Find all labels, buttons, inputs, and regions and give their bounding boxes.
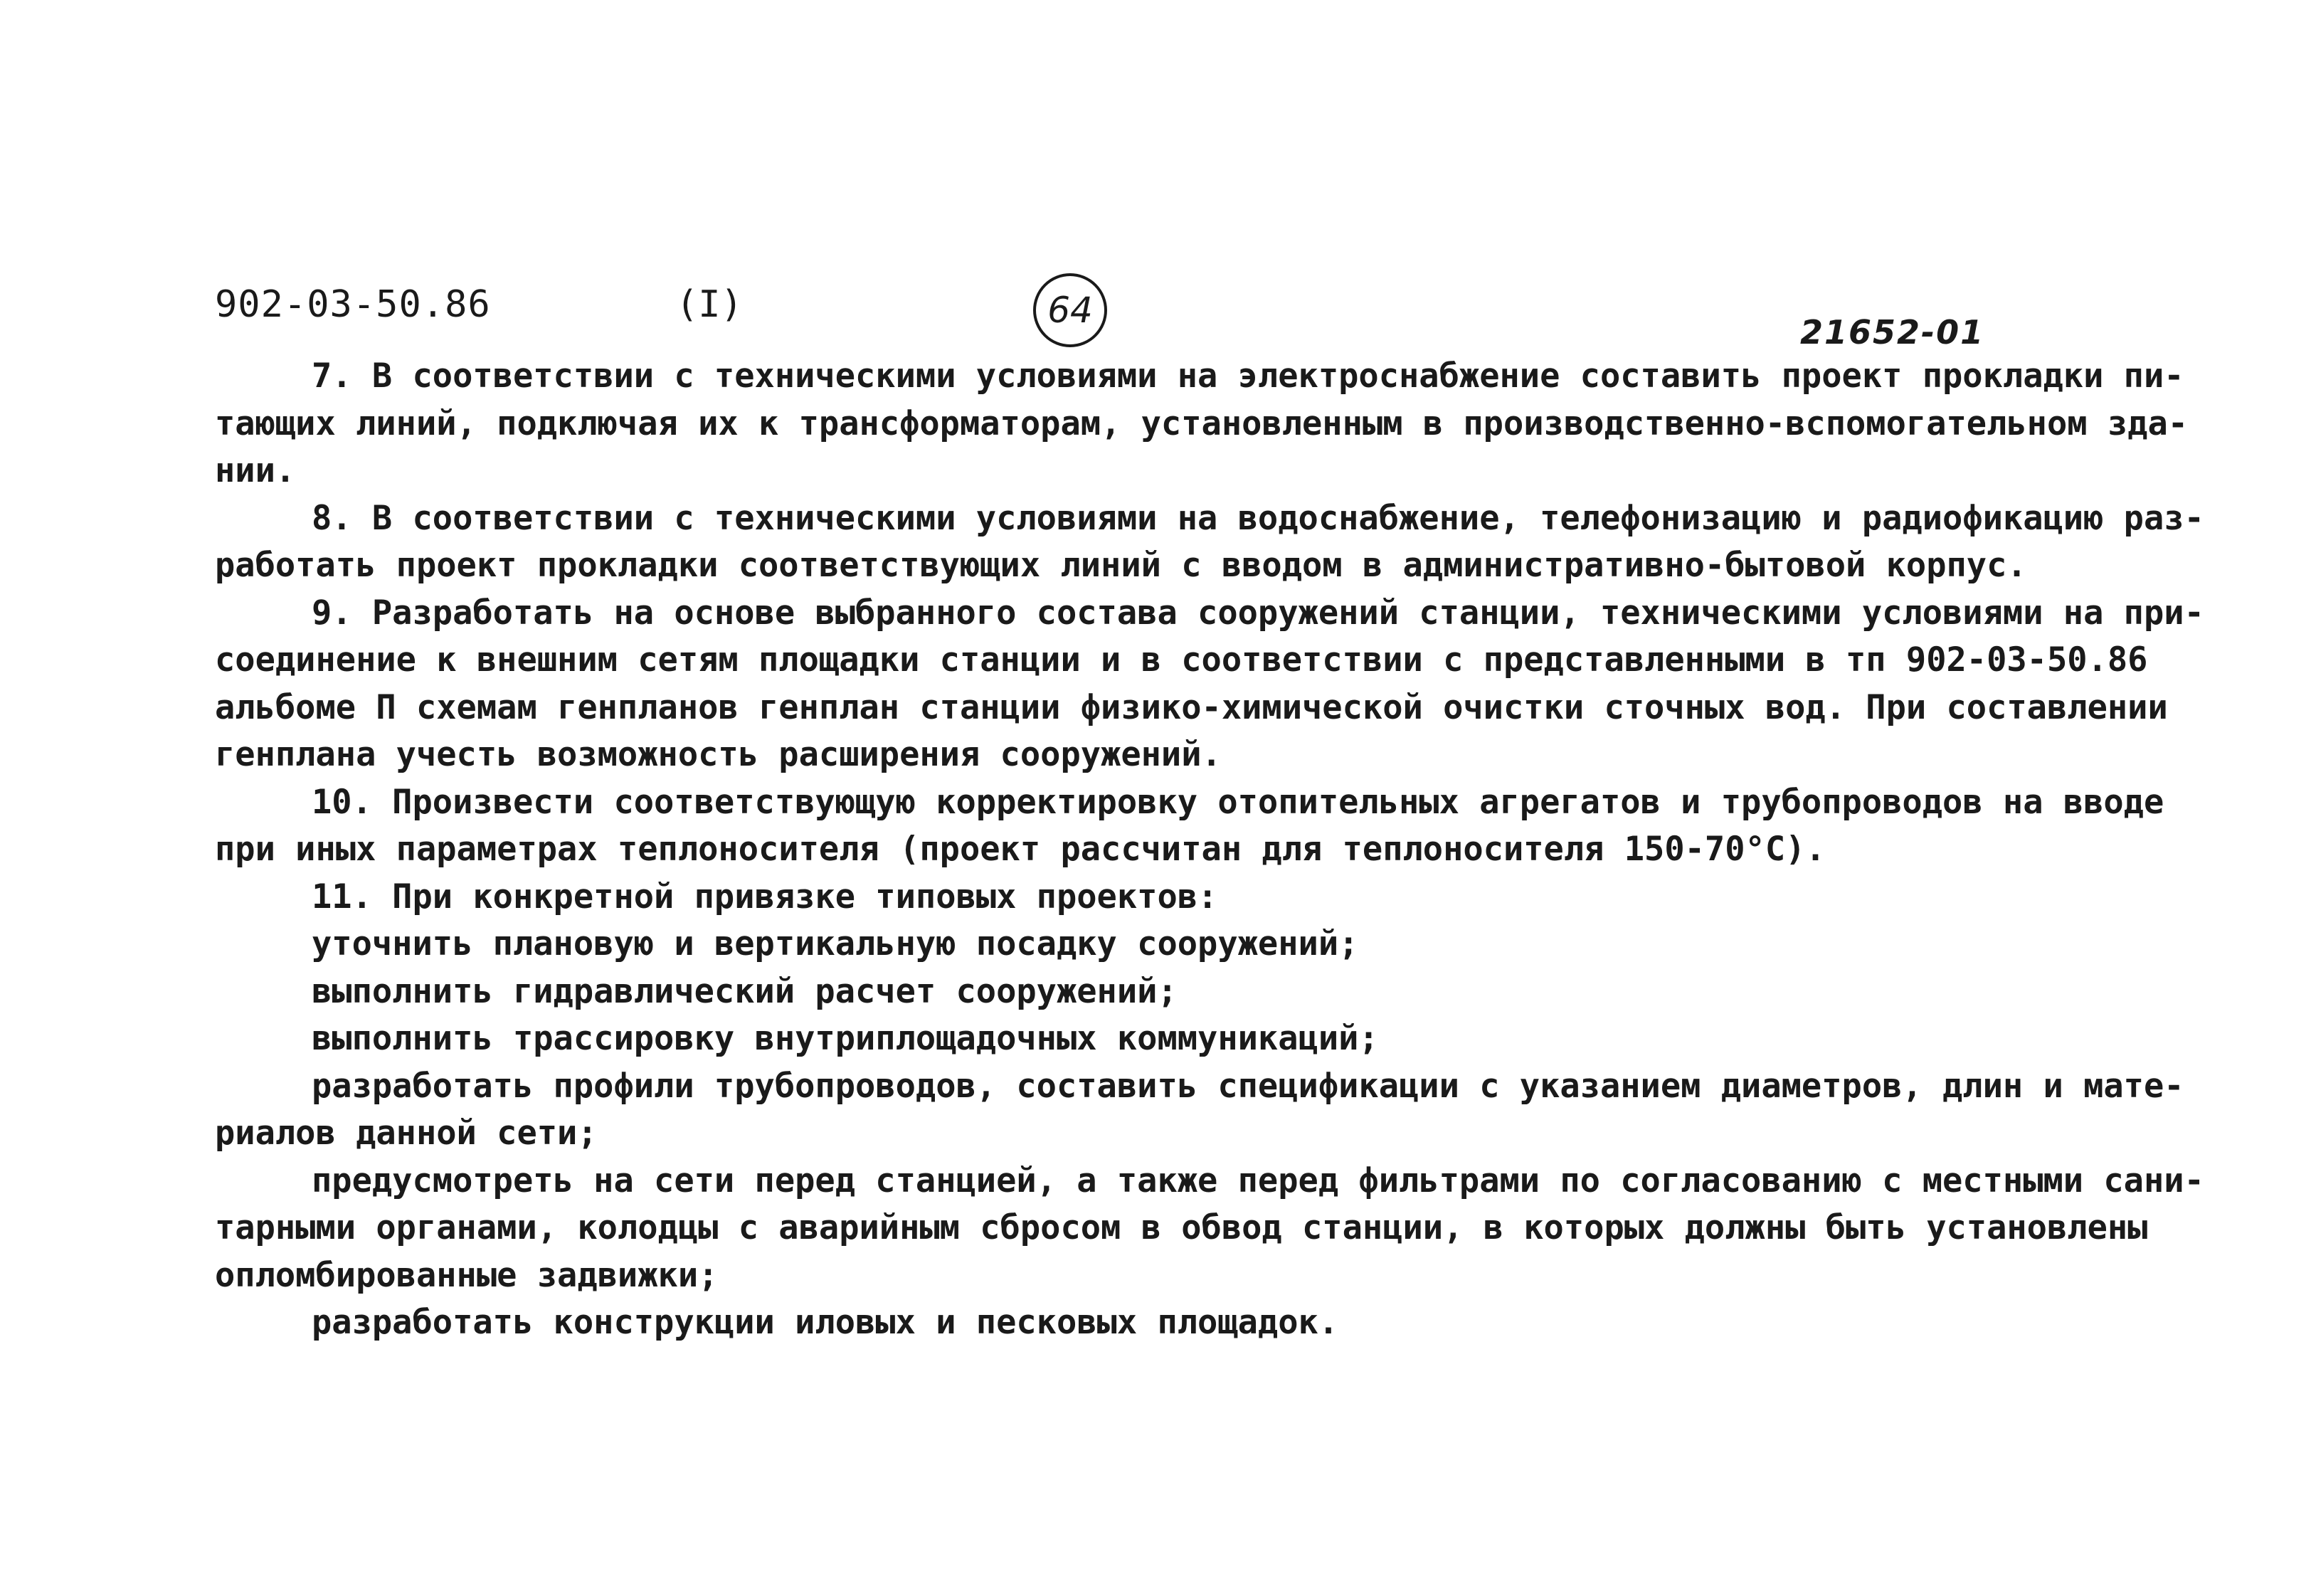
text-line: при иных параметрах теплоносителя (проект рассчитан для теплоносителя 150-70°С). <box>215 830 1826 869</box>
text-line: 9. Разработать на основе выбранного состава сооружений станции, техническими условиями на при- <box>312 593 2204 633</box>
text-line: 11. При конкретной привязке типовых проектов: <box>312 877 1218 916</box>
text-line: нии. <box>215 451 296 490</box>
text-line: 7. В соответствии с техническими условиями на электроснабжение составить проект прокладки пи- <box>312 356 2184 396</box>
text-line: предусмотреть на сети перед станцией, а также перед фильтрами по согласованию с местными сани- <box>312 1161 2204 1200</box>
text-line: работать проект прокладки соответствующих линий с вводом в административно-бытовой корпус. <box>215 546 2027 585</box>
text-line: разработать профили трубопроводов, составить спецификации с указанием диаметров, длин и мате- <box>312 1066 2184 1106</box>
page-number: 64 <box>1047 290 1093 331</box>
document-code: 902-03-50.86 <box>215 283 491 326</box>
text-line: выполнить гидравлический расчет сооружений; <box>312 971 1178 1011</box>
text-line: генплана учесть возможность расширения сооружений. <box>215 735 1222 774</box>
text-line: альбоме П схемам генпланов генплан станции физико-химической очистки сточных вод. При составлении <box>215 687 2168 727</box>
text-line: разработать конструкции иловых и песковых площадок. <box>312 1303 1339 1342</box>
text-line: 10. Произвести соответствующую корректировку отопительных агрегатов и трубопроводов на вводе <box>312 782 2164 822</box>
text-line: соединение к внешним сетям площадки станции и в соответствии с представленными в тп 902-03-50.86 <box>215 640 2148 680</box>
page-number-circle <box>1033 273 1107 347</box>
text-line: риалов данной сети; <box>215 1114 598 1153</box>
document-part: (I) <box>676 283 743 326</box>
inventory-stamp: 21652-01 <box>1800 313 1985 352</box>
text-line: тарными органами, колодцы с аварийным сбросом в обвод станции, в которых должны быть установлены <box>215 1208 2148 1247</box>
text-line: уточнить плановую и вертикальную посадку сооружений; <box>312 924 1359 963</box>
text-line: 8. В соответствии с техническими условиями на водоснабжение, телефонизацию и радиофикацию раз- <box>312 498 2204 538</box>
text-line: выполнить трассировку внутриплощадочных коммуникаций; <box>312 1019 1379 1058</box>
text-line: опломбированные задвижки; <box>215 1255 719 1295</box>
document-body <box>215 353 2204 1347</box>
text-line: тающих линий, подключая их к трансформаторам, установленным в производственно-вспомогательном зда- <box>215 403 2189 443</box>
